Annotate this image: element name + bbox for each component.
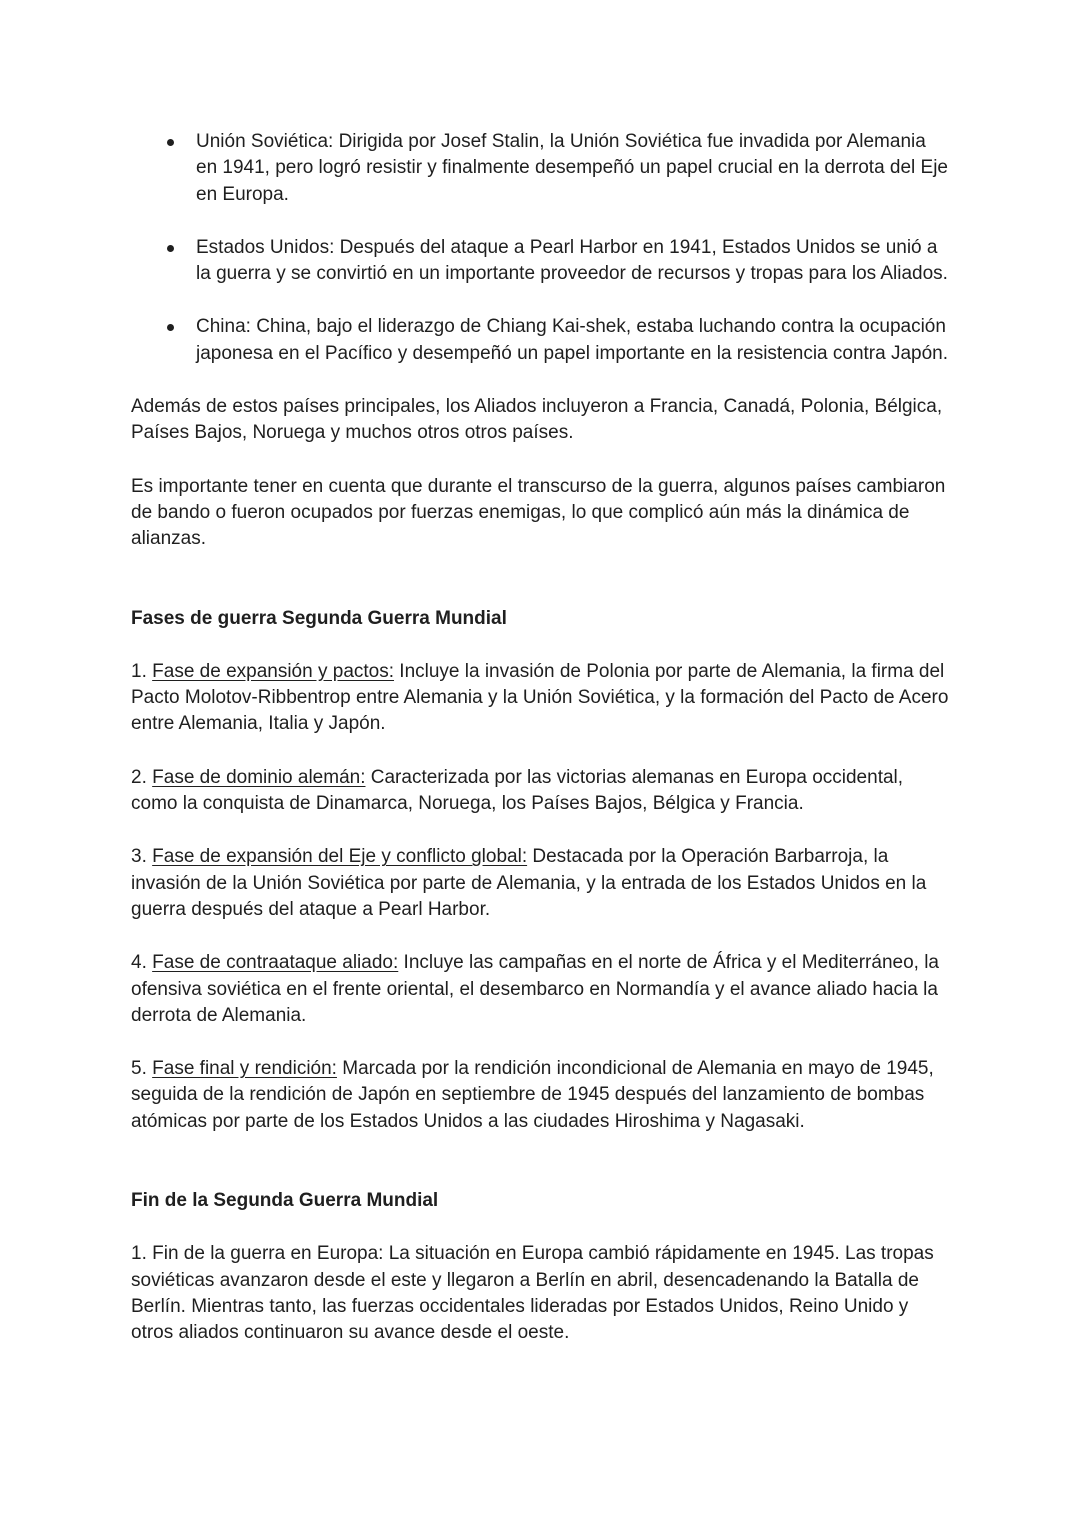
bullet-text: Unión Soviética: Dirigida por Josef Stalin, la Unión Soviética fue invadida por Alemania en 1941, pero logró resistir y finalmente desempeñó un papel crucial en la derrota del Eje en Europa.: [196, 131, 949, 205]
phase-title: Fase de dominio alemán:: [152, 766, 366, 788]
bullet-icon: [167, 245, 174, 252]
paragraph-alliance-dynamics: Es importante tener en cuenta que durante el transcurso de la guerra, algunos países cambiaron de bando o fueron ocupados por fuerzas enemigas, lo que complicó aún más la dinámica de alianzas.: [131, 475, 946, 550]
phase-item: [131, 659, 951, 738]
bullet-text: China: China, bajo el liderazgo de Chiang Kai-shek, estaba luchando contra la ocupación japonesa en el Pacífico y desempeñó un papel importante en la resistencia contra Japón.: [196, 316, 949, 364]
phase-number: 1.: [131, 660, 147, 682]
allies-bullet-list: [131, 129, 951, 367]
list-item: [131, 314, 951, 367]
phase-title: Fase de contraataque aliado:: [152, 952, 399, 974]
phase-item: [131, 844, 951, 923]
phase-number: 5.: [131, 1058, 147, 1080]
phase-title: Fase de expansión y pactos:: [152, 660, 395, 682]
document-content: [131, 129, 951, 1374]
phase-number: 2.: [131, 766, 147, 788]
phase-text: Caracterizada por las victorias alemanas en Europa occidental, como la conquista de Dinamarca, Noruega, los Países Bajos, Bélgica y Francia.: [131, 766, 904, 815]
list-item: [131, 235, 951, 288]
phase-text: Incluye las campañas en el norte de África y el Mediterráneo, la ofensiva soviética en el frente oriental, el desembarco en Normandía y el avance aliado hacia la derrota de Alemania.: [131, 952, 939, 1026]
phase-item: [131, 950, 951, 1029]
phase-text: Marcada por la rendición incondicional de Alemania en mayo de 1945, seguida de la rendición de Japón en septiembre de 1945 después del lanzamiento de bombas atómicas por parte de los Estados Unidos a las ciudades Hiroshima y Nagasaki.: [131, 1058, 934, 1132]
paragraph-end-of-war-europe: 1. Fin de la guerra en Europa: La situación en Europa cambió rápidamente en 1945. Las tropas soviéticas avanzaron desde el este y llegaron a Berlín en abril, desencadenando la Batalla de Berlín. Mientras tanto, las fuerzas occidentales lideradas por Estados Unidos, Reino Unido y otros aliados continuaron su avance desde el oeste.: [131, 1243, 934, 1344]
phase-text: Incluye la invasión de Polonia por parte de Alemania, la firma del Pacto Molotov-Ribbentrop entre Alemania y la Unión Soviética, y la formación del Pacto de Acero entre Alemania, Italia y Japón.: [131, 660, 949, 735]
phase-item: [131, 765, 951, 818]
section-heading-phases: Fases de guerra Segunda Guerra Mundial: [131, 607, 507, 629]
phase-number: 4.: [131, 952, 147, 974]
phase-text: Destacada por la Operación Barbarroja, la invasión de la Unión Soviética por parte de Alemania, y la entrada de los Estados Unidos en la guerra después del ataque a Pearl Harbor.: [131, 846, 927, 920]
bullet-text: Estados Unidos: Después del ataque a Pearl Harbor en 1941, Estados Unidos se unió a la guerra y se convirtió en un importante proveedor de recursos y tropas para los Aliados.: [196, 236, 948, 285]
bullet-icon: [167, 324, 174, 331]
phase-number: 3.: [131, 846, 147, 868]
section-heading-end-of-war: Fin de la Segunda Guerra Mundial: [131, 1190, 439, 1212]
paragraph-other-allies: Además de estos países principales, los Aliados incluyeron a Francia, Canadá, Polonia, Bélgica, Países Bajos, Noruega y muchos otros otros países.: [131, 396, 943, 444]
phase-title: Fase final y rendición:: [152, 1058, 337, 1080]
bullet-icon: [167, 139, 174, 146]
phase-title: Fase de expansión del Eje y conflicto global:: [152, 846, 528, 868]
phase-item: [131, 1056, 951, 1135]
list-item: [131, 129, 951, 208]
